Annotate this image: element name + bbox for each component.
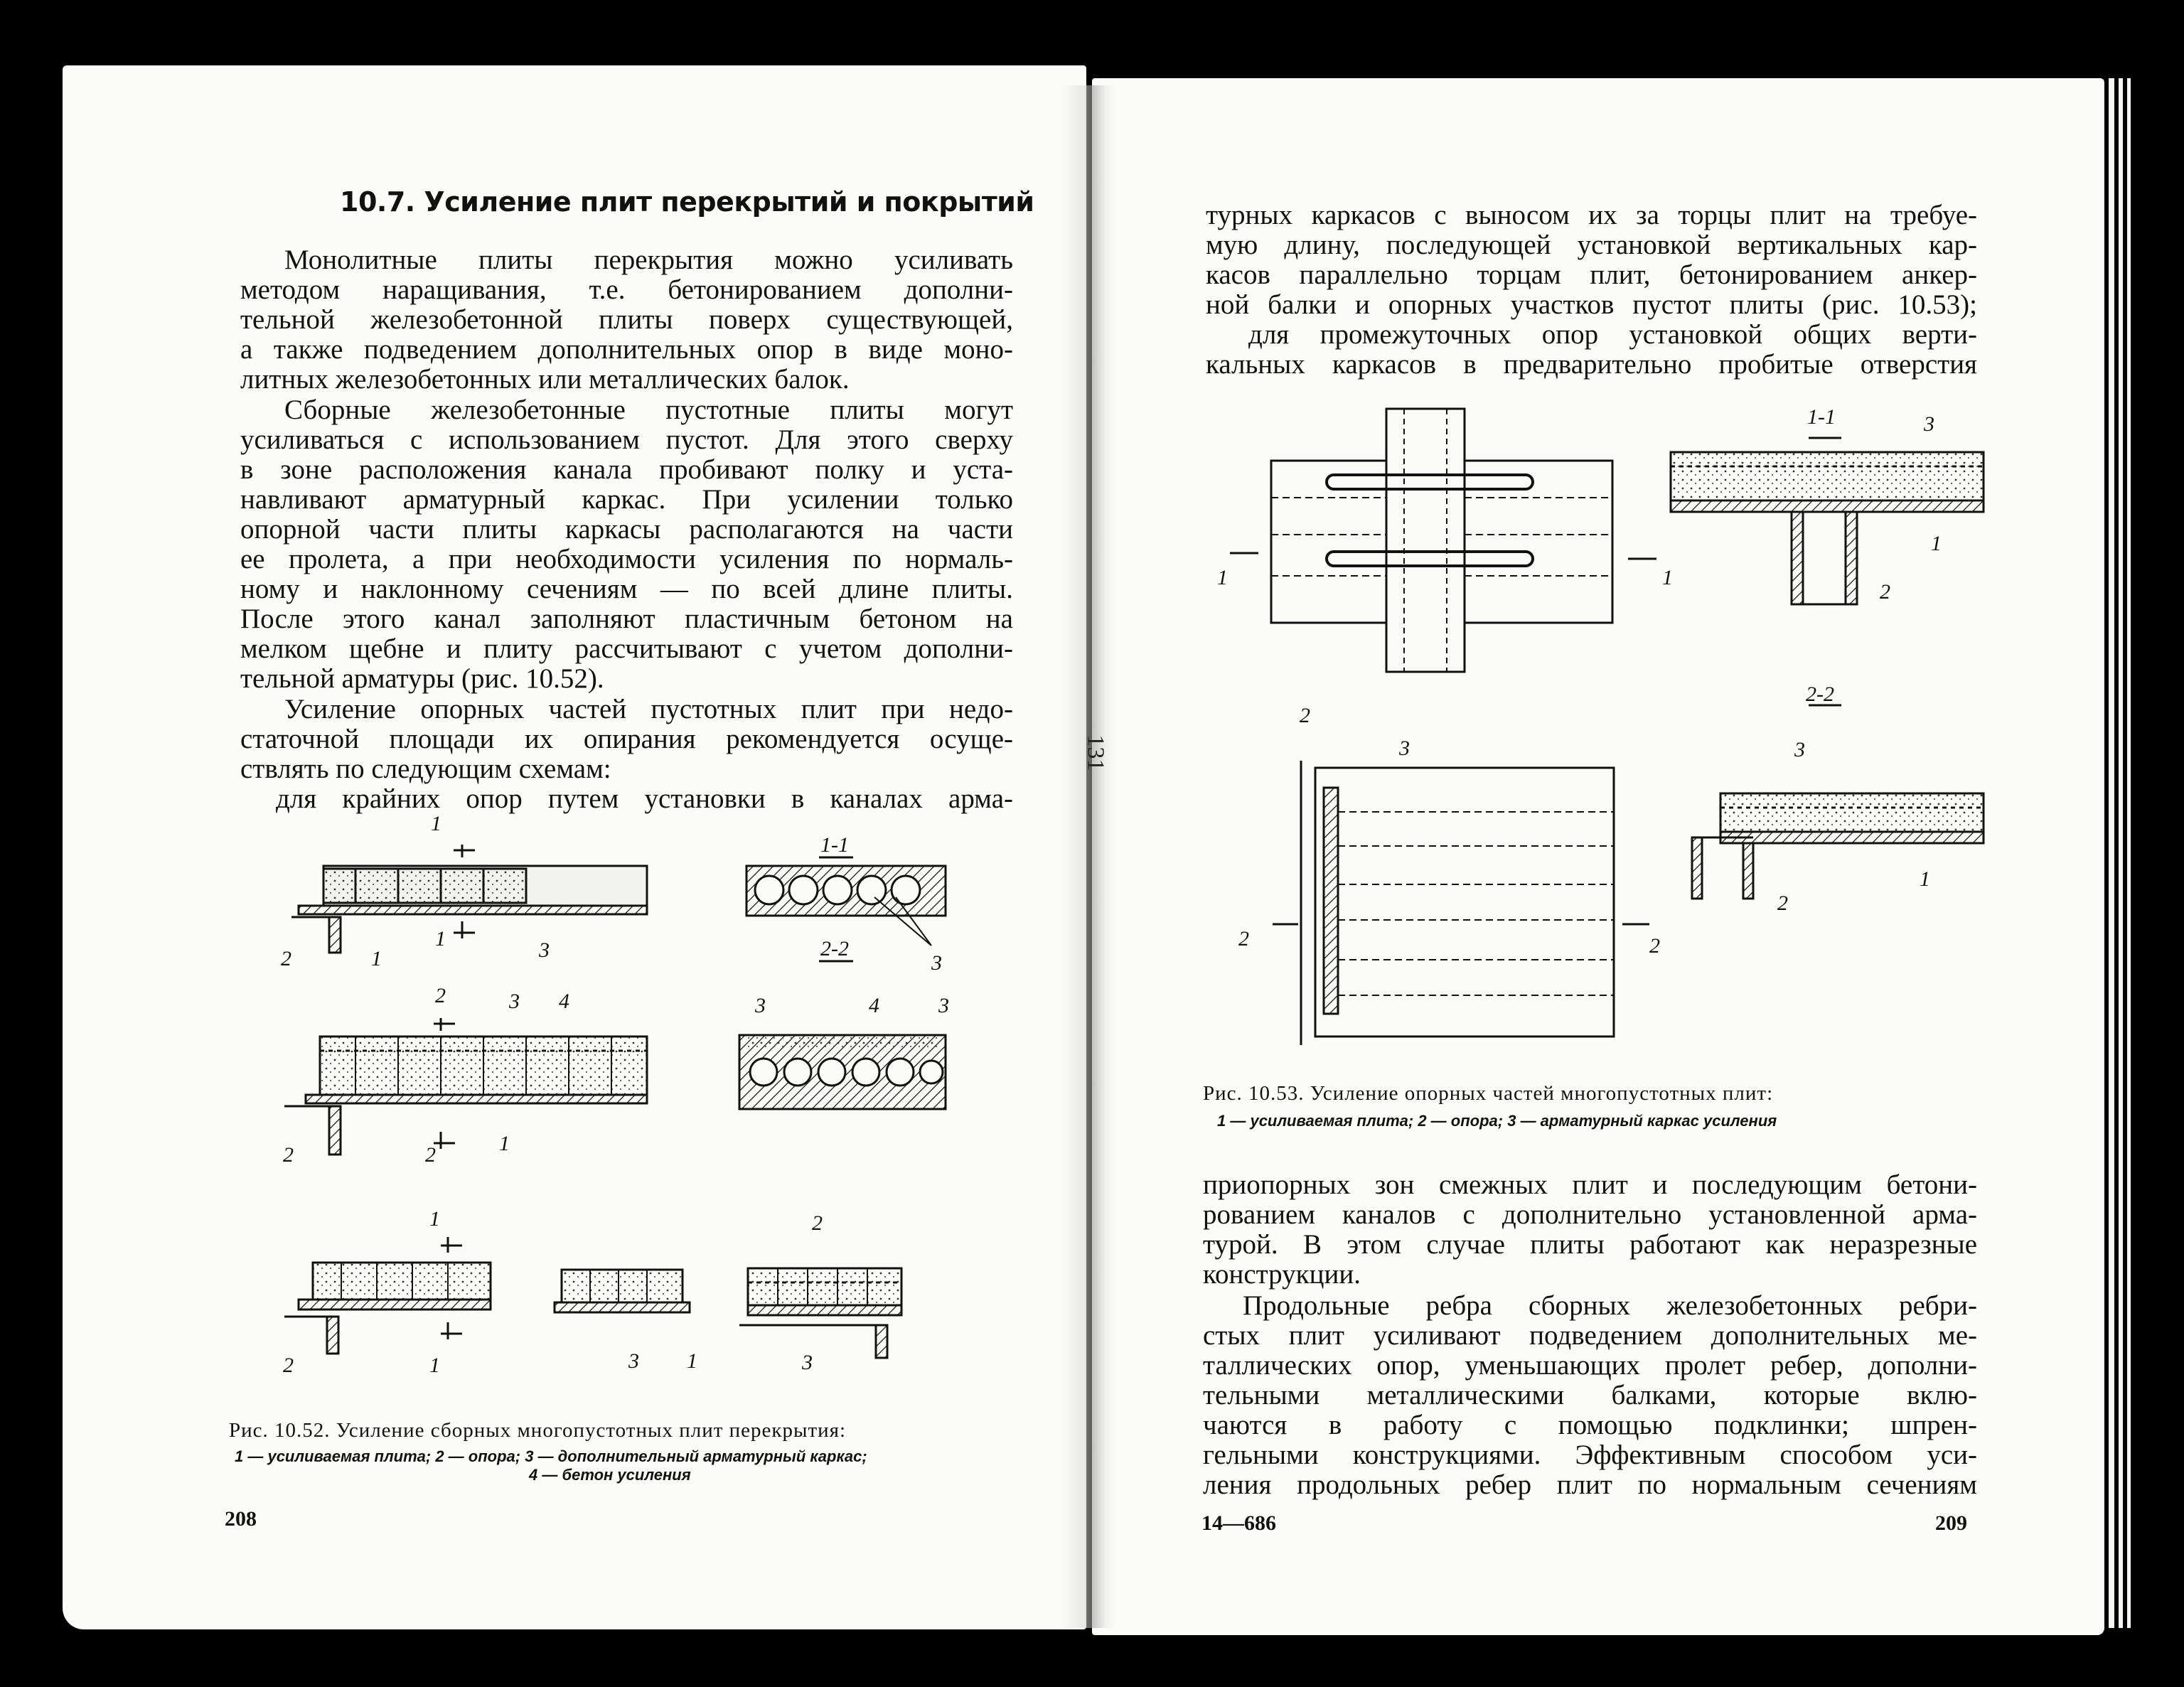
fig52-label: 1 <box>499 1132 510 1155</box>
fig53-legend: 1 — усиливаемая плита; 2 — опора; 3 — арматурный каркас усиления <box>1217 1112 1777 1130</box>
fig53-label: 3 <box>1399 737 1410 760</box>
text-line: для крайних опор путем установки в каналах арма- <box>276 783 1013 814</box>
signature-mark: 14—686 <box>1201 1511 1276 1535</box>
section-heading: 10.7. Усиление плит перекрытий и покрытий <box>340 186 1034 218</box>
text-line: ствлять по следующим схемам: <box>240 754 611 784</box>
text-line: таллических опор, уменьшающих пролет ребер, дополни- <box>1203 1350 1977 1381</box>
fig53-label: 2 <box>1300 704 1310 727</box>
plan-view-top <box>1230 409 1656 672</box>
fig52-label: 2-2 <box>820 937 849 960</box>
text-line: литных железобетонных или металлических балок. <box>240 364 850 395</box>
text-line: тельной железобетонной плиты поверх существующей, <box>240 304 1013 335</box>
fig53-label: 2 <box>1880 580 1890 604</box>
text-line: тельными металлическими балками, которые вклю- <box>1203 1380 1977 1410</box>
fig53-label: 1-1 <box>1807 405 1836 429</box>
fig52-legend-line1: 1 — усиливаемая плита; 2 — опора; 3 — дополнительный арматурный каркас; <box>235 1447 867 1465</box>
fig52-label: 1 <box>429 1207 440 1231</box>
fig52-label: 1 <box>371 947 382 970</box>
text-line: рованием каналов с дополнительно установленной арма- <box>1203 1199 1977 1230</box>
text-line: усиливаться с использованием пустот. Для этого сверху <box>240 424 1013 455</box>
text-line: Продольные ребра сборных железобетонных ребри- <box>1243 1290 1977 1321</box>
page-number-right: 209 <box>1935 1511 1967 1535</box>
text-line: Усиление опорных частей пустотных плит при недо- <box>284 694 1013 724</box>
fig52-label: 1-1 <box>820 833 849 857</box>
text-line: ления продольных ребер плит по нормальным сечениям <box>1203 1469 1977 1500</box>
text-line: для промежуточных опор установкой общих верти- <box>1248 319 1977 350</box>
text-line: ному и наклонному сечениям — по всей длине плиты. <box>240 574 1013 604</box>
fig53-label: 2-2 <box>1806 682 1834 706</box>
fig52-label: 1 <box>431 812 441 835</box>
fig53-caption: Рис. 10.53. Усиление опорных частей многопустотных плит: <box>1203 1082 1774 1105</box>
text-line: гельными конструкциями. Эффективным способом уси- <box>1203 1440 1977 1470</box>
fig52-label: 2 <box>283 1143 294 1167</box>
fig53-label: 3 <box>1924 412 1934 436</box>
text-line: чаются в работу с помощью подклинки; шпрен- <box>1203 1410 1977 1440</box>
fig53-label: 1 <box>1931 532 1942 555</box>
text-line: методом наращивания, т.е. бетонированием дополни- <box>240 274 1013 305</box>
text-line: турных каркасов с выносом их за торцы плит на требуе- <box>1206 200 1977 230</box>
fig53-label: 2 <box>1238 927 1249 950</box>
text-line: стых плит усиливают подведением дополнительных ме- <box>1203 1320 1977 1351</box>
fig52-label: 3 <box>755 994 766 1017</box>
fig52-label: 3 <box>539 938 550 962</box>
text-line: После этого канал заполняют пластичным бетоном на <box>240 604 1013 634</box>
text-line: опорной части плиты каркасы располагаются на части <box>240 514 1013 545</box>
fig52-label: 3 <box>802 1351 813 1374</box>
text-line: кальных каркасов в предварительно пробитые отверстия <box>1206 349 1977 380</box>
fig53-label: 2 <box>1649 934 1660 958</box>
fig52-label: 1 <box>429 1354 440 1377</box>
section-2-2-right <box>1692 705 1984 899</box>
fig52-label: 1 <box>687 1349 697 1373</box>
text-line: приопорных зон смежных плит и последующим бетони- <box>1203 1169 1977 1200</box>
plan-view-bottom <box>1273 761 1649 1045</box>
text-line: ее пролета, а при необходимости усиления по нормаль- <box>240 544 1013 574</box>
fig53-label: 1 <box>1217 566 1228 589</box>
fig52-label: 2 <box>812 1211 823 1235</box>
fig52-label: 2 <box>435 984 446 1007</box>
text-line: Монолитные плиты перекрытия можно усиливать <box>284 245 1013 275</box>
fig52-label: 3 <box>628 1349 639 1373</box>
fig52-label: 2 <box>425 1143 436 1167</box>
fig52-label: 2 <box>281 947 291 970</box>
fig53-label: 2 <box>1777 891 1788 915</box>
fig53-label: 1 <box>1662 566 1673 589</box>
text-line: конструкции. <box>1203 1259 1361 1290</box>
text-line: касов параллельно торцам плит, бетонированием анкер- <box>1206 259 1977 290</box>
text-line: навливают арматурный каркас. При усилении только <box>240 484 1013 515</box>
fig52-label: 1 <box>435 927 446 950</box>
fig52-label: 3 <box>938 994 949 1017</box>
fig52-caption: Рис. 10.52. Усиление сборных многопустотных плит перекрытия: <box>229 1419 847 1442</box>
text-line: тельной арматуры (рис. 10.52). <box>240 663 604 694</box>
fig52-label: 4 <box>869 994 879 1017</box>
text-line: в зоне расположения канала пробивают полку и уста- <box>240 454 1013 485</box>
text-line: Сборные железобетонные пустотные плиты могут <box>284 395 1013 425</box>
text-line: мелком щебне и плиту рассчитывают с учетом дополни- <box>240 633 1013 664</box>
page-number-left: 208 <box>225 1507 257 1531</box>
text-line: статочной площади их опирания рекомендуется осуще- <box>240 724 1013 754</box>
section-1-1-right <box>1671 438 1984 604</box>
text-line: а также подведением дополнительных опор в виде моно- <box>240 334 1013 365</box>
fig52-label: 3 <box>509 990 520 1013</box>
text-line: мую длину, последующей установкой вертикальных кар- <box>1206 230 1977 260</box>
text-line: ной балки и опорных участков пустот плиты (рис. 10.53); <box>1206 289 1977 320</box>
fig53-label: 1 <box>1920 867 1930 891</box>
gutter-mark: 131 <box>1082 734 1109 771</box>
fig52-label: 4 <box>559 990 569 1013</box>
fig52-label: 3 <box>931 951 942 975</box>
fig53-label: 3 <box>1794 738 1805 761</box>
fig52-legend-line2: 4 — бетон усиления <box>529 1466 691 1484</box>
fig52-label: 2 <box>283 1354 294 1377</box>
text-line: турой. В этом случае плиты работают как неразрезные <box>1203 1229 1977 1260</box>
